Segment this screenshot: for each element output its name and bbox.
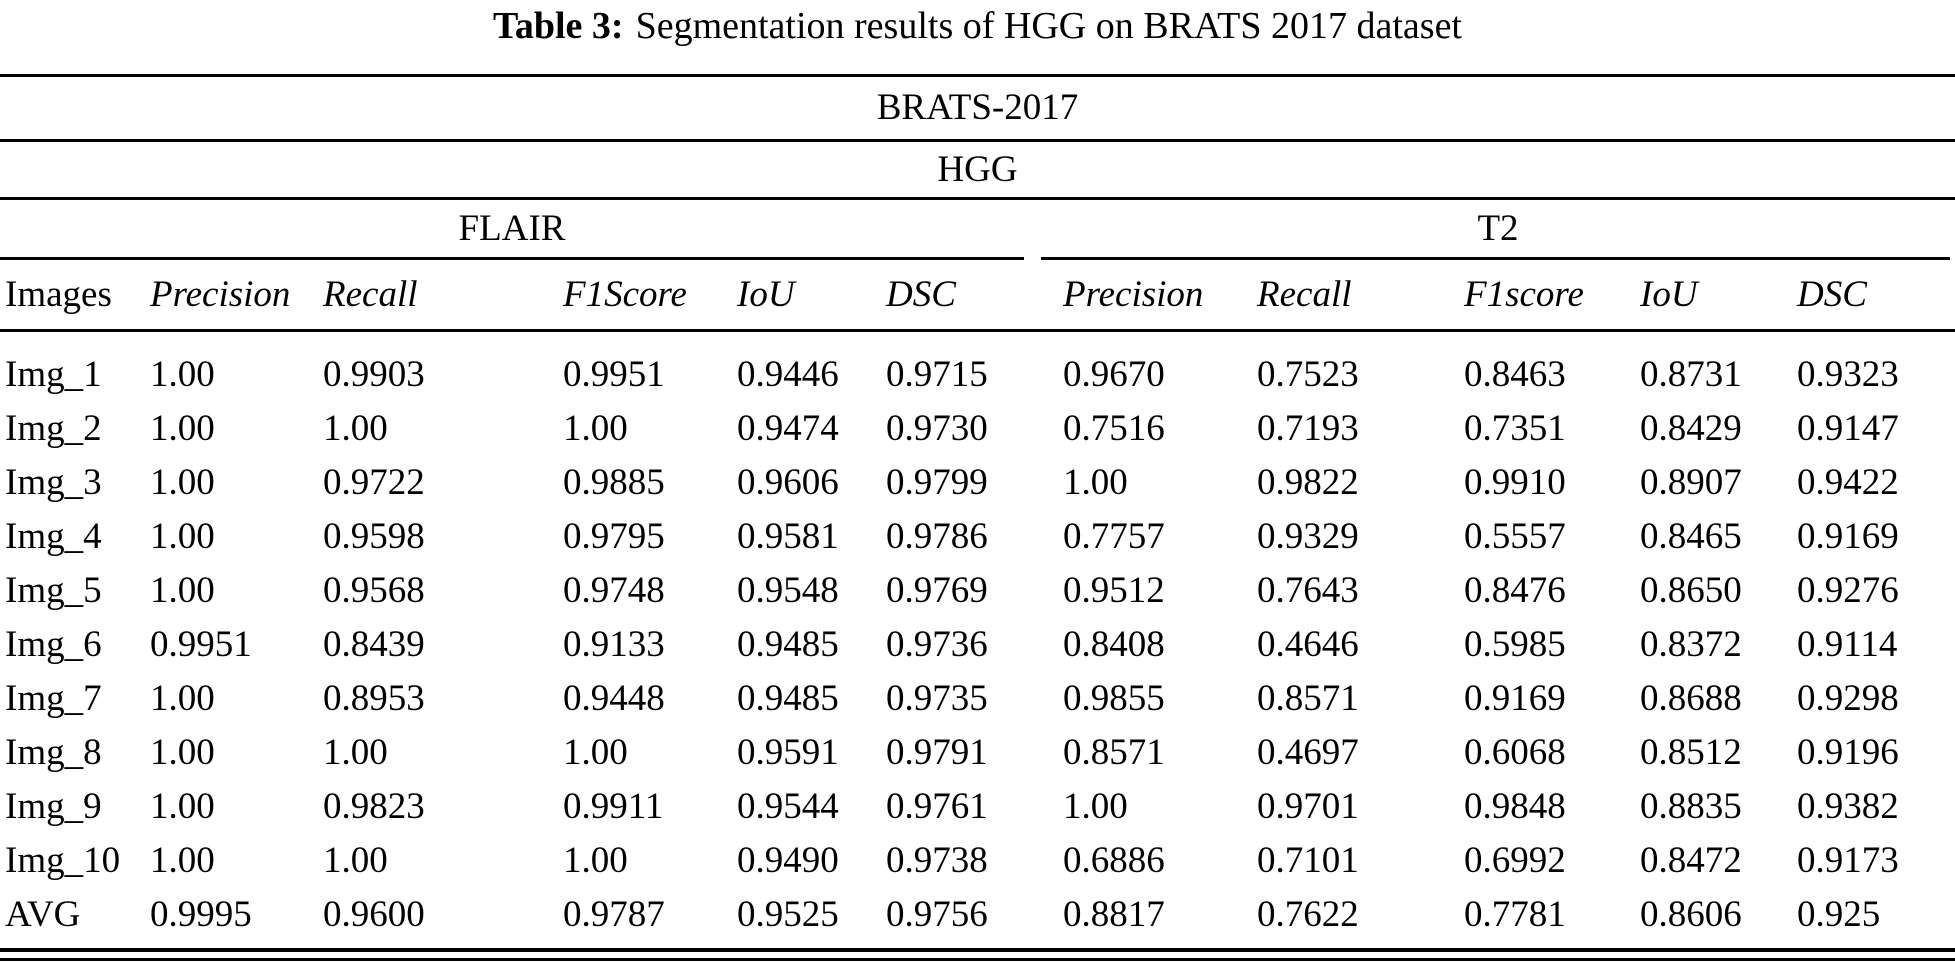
rule-bottom-inner	[0, 958, 1955, 961]
table-cell: 1.00	[150, 570, 215, 611]
table-cell: 0.9329	[1257, 516, 1359, 557]
table-cell: 1.00	[563, 732, 628, 773]
table-cell: 0.8688	[1640, 678, 1742, 719]
row-label: Img_5	[5, 570, 102, 611]
table-cell: 0.9730	[886, 408, 988, 449]
table-cell: 0.6068	[1464, 732, 1566, 773]
table-cell: 1.00	[323, 840, 388, 881]
table-caption-label: Table 3:	[492, 5, 624, 47]
table-cell: 0.9855	[1063, 678, 1165, 719]
table-cell: 0.9169	[1797, 516, 1899, 557]
table-cell: 0.9568	[323, 570, 425, 611]
table-row	[0, 888, 1955, 942]
column-header-images: Images	[5, 274, 112, 315]
table-cell: 0.8606	[1640, 894, 1742, 935]
table-caption-text: Segmentation results of HGG on BRATS 2017 dataset	[635, 5, 1462, 47]
table-cell: 0.9298	[1797, 678, 1899, 719]
table-cell: 0.9823	[323, 786, 425, 827]
table-cell: 0.9169	[1464, 678, 1566, 719]
table-cell: 0.8372	[1640, 624, 1742, 665]
column-header-row	[0, 260, 1955, 329]
table-cell: 0.8472	[1640, 840, 1742, 881]
table-cell: 0.8571	[1257, 678, 1359, 719]
table-cell: 0.7351	[1464, 408, 1566, 449]
table-cell: 0.5557	[1464, 516, 1566, 557]
table-cell: 0.9848	[1464, 786, 1566, 827]
column-header-t2-recall: Recall	[1257, 274, 1352, 315]
table-cell: 0.8476	[1464, 570, 1566, 611]
table-row	[0, 726, 1955, 780]
table-cell: 0.9715	[886, 354, 988, 395]
table-cell: 0.9173	[1797, 840, 1899, 881]
table-cell: 0.7781	[1464, 894, 1566, 935]
table-cell: 0.9903	[323, 354, 425, 395]
column-header-t2-iou: IoU	[1640, 274, 1698, 315]
table-cell: 0.9910	[1464, 462, 1566, 503]
row-label: Img_10	[5, 840, 121, 881]
table-cell: 0.9761	[886, 786, 988, 827]
rule-below-column-headers	[0, 329, 1955, 332]
table-cell: 0.9606	[737, 462, 839, 503]
table-cell: 0.9738	[886, 840, 988, 881]
table-cell: 0.8731	[1640, 354, 1742, 395]
column-header-t2-precision: Precision	[1063, 274, 1204, 315]
table-cell: 1.00	[323, 408, 388, 449]
table-cell: 0.7757	[1063, 516, 1165, 557]
column-header-flair-recall: Recall	[323, 274, 418, 315]
table-row	[0, 618, 1955, 672]
table-row	[0, 672, 1955, 726]
table-cell: 1.00	[563, 408, 628, 449]
table-row	[0, 456, 1955, 510]
column-header-flair-iou: IoU	[737, 274, 795, 315]
table-row	[0, 510, 1955, 564]
table-cell: 0.8429	[1640, 408, 1742, 449]
table-cell: 0.9485	[737, 624, 839, 665]
table-cell: 0.9748	[563, 570, 665, 611]
row-label: Img_7	[5, 678, 102, 719]
table-cell: 1.00	[323, 732, 388, 773]
table-cell: 0.8463	[1464, 354, 1566, 395]
table-cell: 0.9382	[1797, 786, 1899, 827]
table-cell: 0.9276	[1797, 570, 1899, 611]
table-cell: 1.00	[150, 786, 215, 827]
table-cell: 1.00	[150, 354, 215, 395]
table-row	[0, 564, 1955, 618]
table-body	[0, 348, 1955, 942]
table-cell: 0.9591	[737, 732, 839, 773]
row-label: Img_9	[5, 786, 102, 827]
table-cell: 0.9791	[886, 732, 988, 773]
table-cell: 1.00	[563, 840, 628, 881]
row-label: AVG	[5, 894, 81, 935]
grade-header: HGG	[937, 149, 1018, 190]
table-cell: 0.4697	[1257, 732, 1359, 773]
table-cell: 0.8465	[1640, 516, 1742, 557]
table-cell: 0.9446	[737, 354, 839, 395]
table-row	[0, 780, 1955, 834]
table-cell: 0.9490	[737, 840, 839, 881]
table-cell: 0.9787	[563, 894, 665, 935]
table-cell: 0.9600	[323, 894, 425, 935]
column-header-t2-f1score: F1score	[1464, 274, 1584, 315]
row-label: Img_3	[5, 462, 102, 503]
table-cell: 0.9422	[1797, 462, 1899, 503]
table-cell: 0.9951	[150, 624, 252, 665]
table-cell: 0.7622	[1257, 894, 1359, 935]
table-cell: 0.6886	[1063, 840, 1165, 881]
table-cell: 0.9474	[737, 408, 839, 449]
table-cell: 1.00	[150, 732, 215, 773]
table-cell: 0.8650	[1640, 570, 1742, 611]
table-cell: 0.9323	[1797, 354, 1899, 395]
table-cell: 0.9548	[737, 570, 839, 611]
table-cell: 0.8907	[1640, 462, 1742, 503]
row-label: Img_4	[5, 516, 102, 557]
table-cell: 1.00	[150, 408, 215, 449]
table-cell: 0.9512	[1063, 570, 1165, 611]
table-cell: 0.9133	[563, 624, 665, 665]
table-cell: 0.8835	[1640, 786, 1742, 827]
table-cell: 0.9722	[323, 462, 425, 503]
table-cell: 0.925	[1797, 894, 1881, 935]
table-cell: 0.9147	[1797, 408, 1899, 449]
table-cell: 0.9701	[1257, 786, 1359, 827]
table-cell: 0.9795	[563, 516, 665, 557]
table-cell: 0.9769	[886, 570, 988, 611]
table-cell: 0.9598	[323, 516, 425, 557]
table-cell: 0.8512	[1640, 732, 1742, 773]
column-header-flair-dsc: DSC	[886, 274, 956, 315]
table-cell: 0.9581	[737, 516, 839, 557]
table-cell: 0.4646	[1257, 624, 1359, 665]
row-label: Img_1	[5, 354, 102, 395]
table-cell: 0.9885	[563, 462, 665, 503]
row-label: Img_6	[5, 624, 102, 665]
rule-bottom-outer	[0, 948, 1955, 952]
column-header-flair-precision: Precision	[150, 274, 291, 315]
table-cell: 0.8408	[1063, 624, 1165, 665]
table-cell: 1.00	[150, 678, 215, 719]
table-cell: 0.8439	[323, 624, 425, 665]
table-cell: 0.9196	[1797, 732, 1899, 773]
table-row	[0, 402, 1955, 456]
table-cell: 0.9951	[563, 354, 665, 395]
group-header-flair: FLAIR	[458, 208, 566, 249]
table-cell: 0.9799	[886, 462, 988, 503]
dataset-header: BRATS-2017	[876, 87, 1079, 128]
table-cell: 0.9736	[886, 624, 988, 665]
table-cell: 1.00	[150, 516, 215, 557]
table-cell: 0.9114	[1797, 624, 1898, 665]
table-cell: 1.00	[150, 840, 215, 881]
column-header-flair-f1score: F1Score	[563, 274, 687, 315]
row-label: Img_8	[5, 732, 102, 773]
table-cell: 0.5985	[1464, 624, 1566, 665]
table-cell: 0.7523	[1257, 354, 1359, 395]
table-cell: 0.8571	[1063, 732, 1165, 773]
table-cell: 0.9485	[737, 678, 839, 719]
table-cell: 0.8817	[1063, 894, 1165, 935]
table-cell: 0.9786	[886, 516, 988, 557]
table-row	[0, 348, 1955, 402]
table-cell: 0.8953	[323, 678, 425, 719]
table-cell: 0.9822	[1257, 462, 1359, 503]
table-cell: 0.9911	[563, 786, 664, 827]
table-cell: 1.00	[1063, 462, 1128, 503]
table-row	[0, 834, 1955, 888]
column-header-t2-dsc: DSC	[1797, 274, 1867, 315]
table-cell: 0.7101	[1257, 840, 1359, 881]
table-cell: 0.9670	[1063, 354, 1165, 395]
table-cell: 0.7193	[1257, 408, 1359, 449]
table-cell: 0.9525	[737, 894, 839, 935]
table-cell: 1.00	[150, 462, 215, 503]
table-cell: 0.7516	[1063, 408, 1165, 449]
table-cell: 0.9544	[737, 786, 839, 827]
table-cell: 0.6992	[1464, 840, 1566, 881]
table-cell: 0.9735	[886, 678, 988, 719]
table-cell: 0.9448	[563, 678, 665, 719]
row-label: Img_2	[5, 408, 102, 449]
table-cell: 0.9756	[886, 894, 988, 935]
table-cell: 0.9995	[150, 894, 252, 935]
table-cell: 0.7643	[1257, 570, 1359, 611]
group-header-t2: T2	[1477, 208, 1519, 249]
table-caption	[0, 2, 1955, 50]
table-cell: 1.00	[1063, 786, 1128, 827]
